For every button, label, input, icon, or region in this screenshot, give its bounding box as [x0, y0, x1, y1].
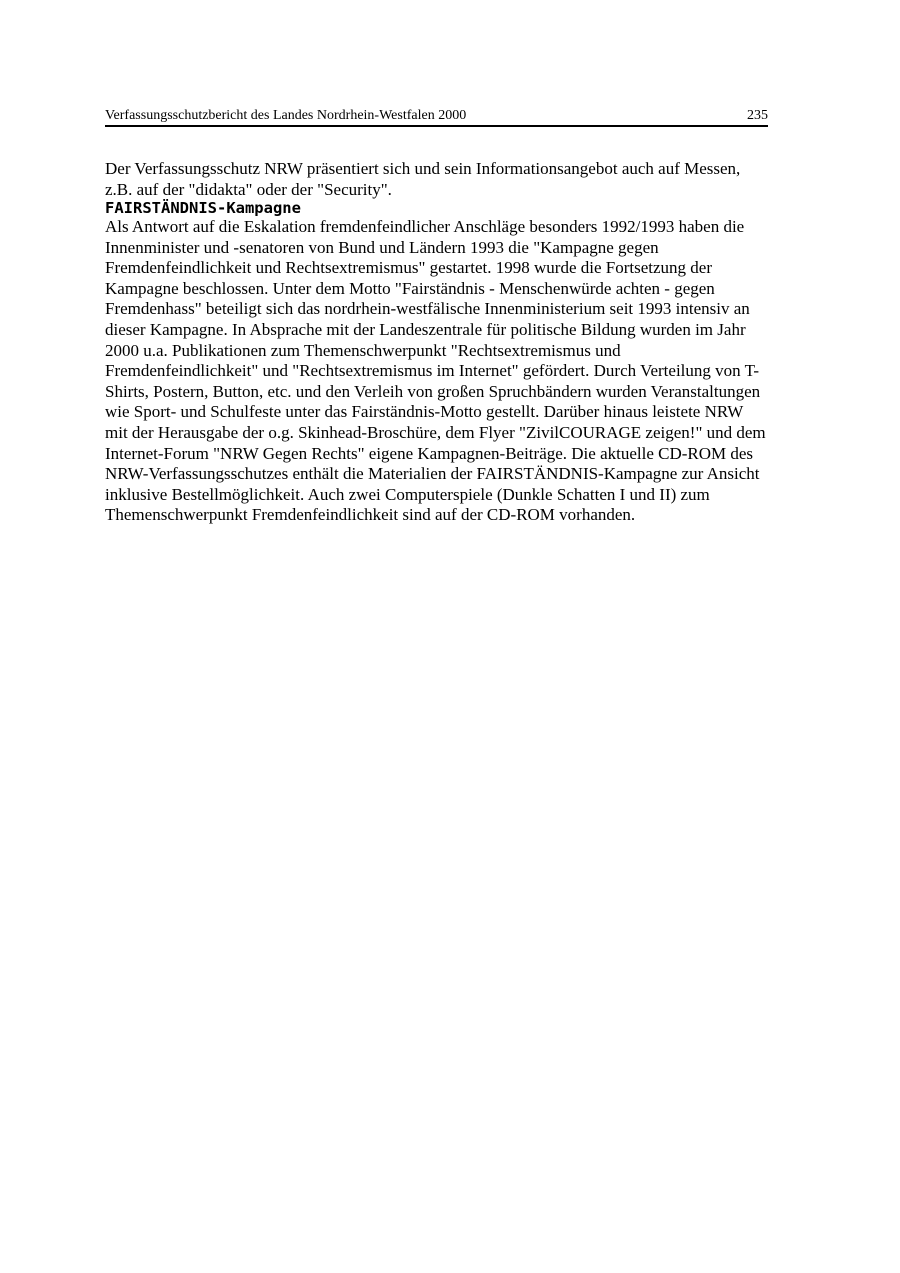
paragraph-line: Internet-Forum "NRW Gegen Rechts" eigene Kampagnen-Beiträge. Die aktuelle CD-ROM des [105, 443, 754, 463]
intro-line: z.B. auf der "didakta" oder der "Security". [105, 179, 392, 199]
section-heading: FAIRSTÄNDNIS-Kampagne [105, 199, 301, 217]
paragraph-line: NRW-Verfassungsschutzes enthält die Materialien der FAIRSTÄNDNIS-Kampagne zur Ansicht [105, 464, 760, 484]
paragraph-line: inklusive Bestellmöglichkeit. Auch zwei Computerspiele (Dunkle Schatten I und II) zum [105, 484, 710, 504]
paragraph-line: 2000 u.a. Publikationen zum Themenschwerpunkt "Rechtsextremismus und [105, 340, 621, 360]
paragraph-line: dieser Kampagne. In Absprache mit der Landeszentrale für politische Bildung wurden im Jahr [105, 319, 746, 339]
page-number: 235 [747, 108, 768, 123]
paragraph-line: Als Antwort auf die Eskalation fremdenfeindlicher Anschläge besonders 1992/1993 haben die [105, 217, 745, 236]
paragraph-line: mit der Herausgabe der o.g. Skinhead-Broschüre, dem Flyer "ZivilCOURAGE zeigen!" und dem [105, 422, 766, 442]
intro-paragraph [105, 159, 785, 200]
intro-line: Der Verfassungsschutz NRW präsentiert sich und sein Informationsangebot auch auf Messen, [105, 159, 741, 178]
paragraph-line: Innenminister und -senatoren von Bund und Ländern 1993 die "Kampagne gegen [105, 237, 659, 257]
paragraph-line: Fremdenhass" beteiligt sich das nordrhein-westfälische Innenministerium seit 1993 intensiv an [105, 299, 750, 319]
paragraph-line: Themenschwerpunkt Fremdenfeindlichkeit sind auf der CD-ROM vorhanden. [105, 505, 636, 525]
paragraph-line: Fremdenfeindlichkeit und Rechtsextremismus" gestartet. 1998 wurde die Fortsetzung der [105, 258, 712, 278]
running-title: Verfassungsschutzbericht des Landes Nordrhein-Westfalen 2000 [105, 108, 467, 123]
paragraph-line: Shirts, Postern, Button, etc. und den Verleih von großen Spruchbändern wurden Veranstaltungen [105, 381, 761, 401]
paragraph-line: Kampagne beschlossen. Unter dem Motto "Fairständnis - Menschenwürde achten - gegen [105, 278, 715, 298]
paragraph-line: Fremdenfeindlichkeit" und "Rechtsextremismus im Internet" gefördert. Durch Verteilung von T- [105, 361, 760, 381]
page-header [105, 108, 768, 127]
paragraph-line: wie Sport- und Schulfeste unter das Fairständnis-Motto gestellt. Darüber hinaus leistete NRW [105, 402, 744, 422]
section-paragraph [105, 217, 800, 526]
